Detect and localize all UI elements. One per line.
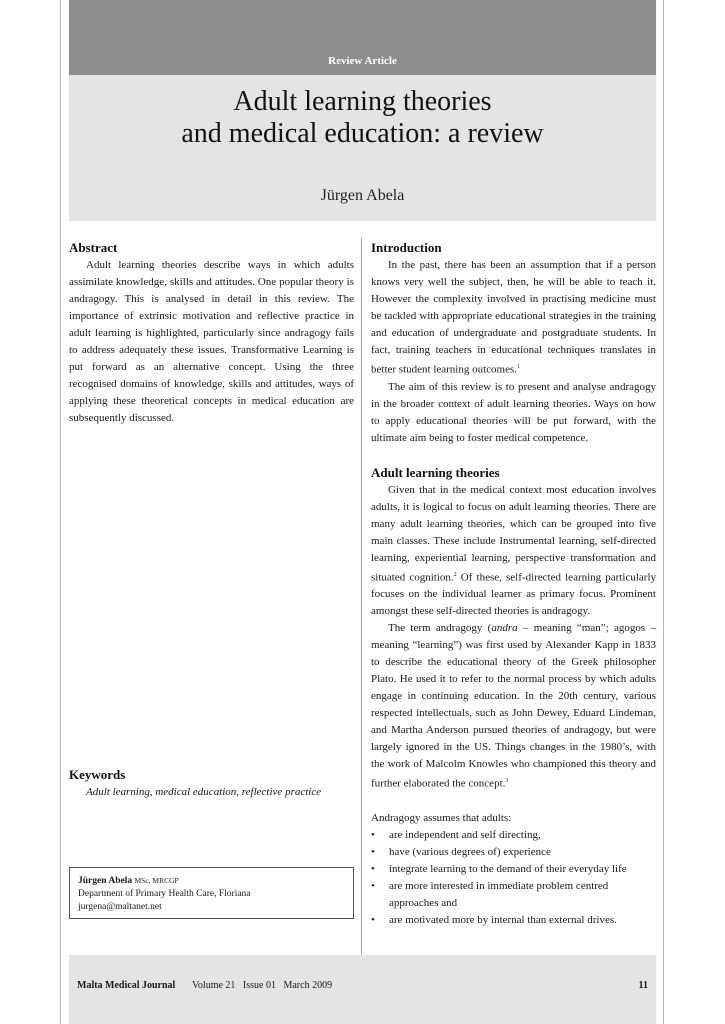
article-header: [69, 0, 656, 221]
list-item-text: are more interested in immediate problem centred approaches and: [389, 879, 609, 909]
introduction-paragraph-1: [371, 257, 656, 379]
footer-volume-issue: Volume 21 Issue 01 March 2009: [192, 980, 333, 991]
abstract-text: Adult learning theories describe ways in which adults assimilate knowledge, skills and attitudes. One popular theory is andragogy. This is analysed in detail in this review. The importance of extrinsic motivation and reflective practice in adult learning is highlighted, particularly since andragogy fails to address adequately these issues. Transformative Learning is put forward as an alternative concept. Using the three recognised domains of knowledge, skills and attitudes, ways of applying these theoretical concepts in medical education are subsequently discussed.: [69, 259, 354, 424]
adult-learning-paragraph-2a: The term andragogy (: [388, 622, 492, 635]
title-line-2: and medical education: a review: [181, 118, 544, 149]
list-item: [371, 827, 656, 844]
page-border-right: [663, 0, 664, 1024]
article-author: Jürgen Abela: [320, 187, 405, 204]
introduction-heading: Introduction: [371, 240, 442, 255]
column-divider: [361, 238, 362, 955]
page-footer: [69, 955, 656, 1024]
page-border-left: [60, 0, 61, 1024]
adult-learning-paragraph-2b: – meaning “man”; agogos – meaning “learning”) was first used by Alexander Kapp in 1833 to describe the educational theory of the Greek philosopher Plato. He used it to refer to the normal process by which adults engage in continuing education. In the 20th century, various respected intellectuals, such as John Dewey, Eduard Lindeman, and Martha Anderson pursued theories of andragogy, but were largely ignored in the US. Things changes in the 1980’s, with the work of Malcolm Knowles who championed this theory and further elaborated the concept.: [371, 622, 656, 790]
list-item-text: have (various degrees of) experience: [389, 845, 551, 858]
adult-learning-paragraph-1: [371, 482, 656, 621]
adult-learning-heading: Adult learning theories: [371, 464, 500, 480]
footer-journal-name: Malta Medical Journal: [77, 980, 176, 991]
title-line-1: Adult learning theories: [233, 86, 492, 117]
section-label: Review Article: [328, 55, 397, 67]
keywords-section: [69, 766, 354, 801]
bullet-icon: •: [371, 913, 375, 926]
adult-learning-paragraph-1b: Of these, self-directed learning particularly focuses on the individual learner as primary focus. Prominent amongst these self-directed theories is andragogy.: [371, 571, 656, 618]
bullet-icon: •: [371, 862, 375, 875]
introduction-paragraph-2: The aim of this review is to present and analyse andragogy in the broader context of adult learning theories. Ways on how to apply educational theories will be put forward, with the ultimate aim being to foster medical competence.: [371, 380, 656, 444]
andragogy-assumptions-list: [371, 827, 656, 929]
keywords-heading: Keywords: [69, 767, 126, 782]
adult-learning-paragraph-2: [371, 620, 656, 793]
bullet-icon: •: [371, 879, 375, 892]
author-info-box: [69, 867, 354, 919]
author-box-credentials: MSc, MRCGP: [134, 876, 179, 885]
keywords-text: Adult learning, medical education, reflective practice: [86, 786, 322, 798]
footer-page-number: 11: [638, 980, 648, 991]
introduction-paragraph-1-text: In the past, there has been an assumption that if a person knows very well the subject, then, he will be able to teach it. However the complexity involved in practising medicine must be tackled with appropriate educational strategies in the training and education of undergraduate and postgraduate students. In fact, training teachers in educational techniques translates in better student learning outcomes.: [371, 259, 656, 376]
citation-3: 3: [505, 778, 509, 785]
author-box-department: Department of Primary Health Care, Floriana: [78, 889, 251, 899]
right-column: [371, 239, 656, 929]
list-item-text: are motivated more by internal than external drives.: [389, 913, 617, 926]
abstract-heading: Abstract: [69, 240, 118, 255]
author-box-email: jurgena@maltanet.net: [78, 902, 162, 912]
author-box-name: Jürgen Abela: [78, 876, 133, 886]
adult-learning-paragraph-1a: Given that in the medical context most education involves adults, it is logical to focus on adult learning theories. There are many adult learning theories, which can be grouped into five main classes. These include Instrumental learning, self-directed learning, experiential learning, perspective transformation and situated cognition.: [371, 483, 656, 584]
citation-2: 2: [453, 571, 457, 578]
list-item-text: are independent and self directing,: [389, 828, 541, 841]
list-item: [371, 912, 656, 929]
bullet-icon: •: [371, 828, 375, 841]
list-item: [371, 878, 656, 912]
andra-term: andra: [491, 622, 518, 635]
left-column: [69, 239, 354, 427]
citation-1: 1: [517, 364, 521, 370]
bullet-icon: •: [371, 845, 375, 858]
list-item: [371, 844, 656, 861]
andragogy-assumes-intro: Andragogy assumes that adults:: [371, 811, 512, 824]
list-item-text: integrate learning to the demand of their everyday life: [389, 862, 627, 875]
list-item: [371, 861, 656, 878]
article-title: [69, 86, 656, 150]
